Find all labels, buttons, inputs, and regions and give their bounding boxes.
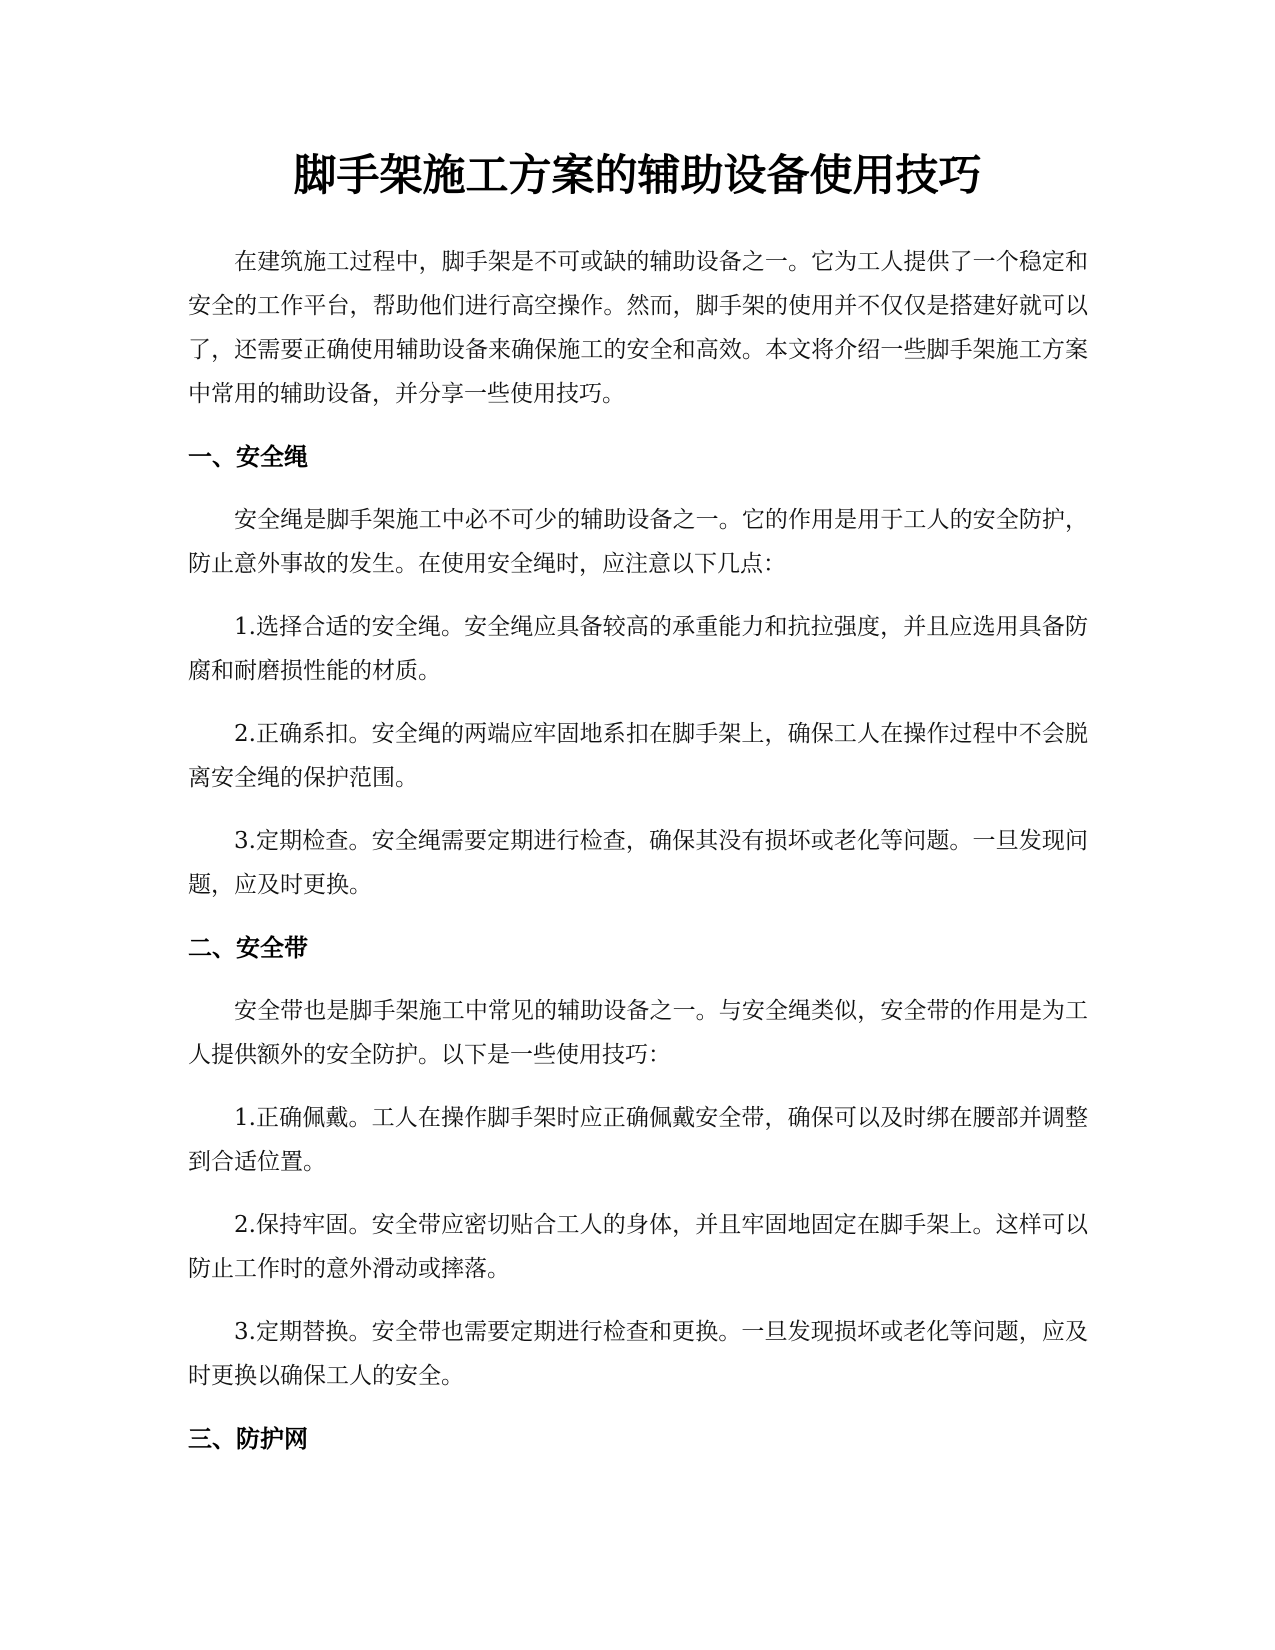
section-safety-rope [188, 435, 1088, 907]
list-item: 2.保持牢固。安全带应密切贴合工人的身体，并且牢固地固定在脚手架上。这样可以防止工作时的意外滑动或摔落。 [188, 1212, 1088, 1282]
section-safety-net [188, 1417, 1088, 1461]
section-intro: 安全绳是脚手架施工中必不可少的辅助设备之一。它的作用是用于工人的安全防护，防止意外事故的发生。在使用安全绳时，应注意以下几点： [188, 507, 1088, 577]
section-intro: 安全带也是脚手架施工中常见的辅助设备之一。与安全绳类似，安全带的作用是为工人提供额外的安全防护。以下是一些使用技巧： [188, 998, 1088, 1068]
list-item: 2.正确系扣。安全绳的两端应牢固地系扣在脚手架上，确保工人在操作过程中不会脱离安全绳的保护范围。 [188, 721, 1088, 791]
list-item: 1.选择合适的安全绳。安全绳应具备较高的承重能力和抗拉强度，并且应选用具备防腐和耐磨损性能的材质。 [188, 614, 1088, 684]
intro-paragraph: 在建筑施工过程中，脚手架是不可或缺的辅助设备之一。它为工人提供了一个稳定和安全的工作平台，帮助他们进行高空操作。然而，脚手架的使用并不仅仅是搭建好就可以了，还需要正确使用辅助设备来确保施工的安全和高效。本文将介绍一些脚手架施工方案中常用的辅助设备，并分享一些使用技巧。 [188, 249, 1088, 407]
section-safety-belt [188, 926, 1088, 1398]
section-heading: 二、安全带 [188, 934, 308, 962]
section-heading: 三、防护网 [188, 1425, 308, 1453]
document-title: 脚手架施工方案的辅助设备使用技巧 [293, 151, 982, 201]
list-item: 3.定期检查。安全绳需要定期进行检查，确保其没有损坏或老化等问题。一旦发现问题，应及时更换。 [188, 828, 1088, 898]
document-body [188, 240, 1088, 1480]
list-item: 1.正确佩戴。工人在操作脚手架时应正确佩戴安全带，确保可以及时绑在腰部并调整到合适位置。 [188, 1105, 1088, 1175]
list-item: 3.定期替换。安全带也需要定期进行检查和更换。一旦发现损坏或老化等问题，应及时更换以确保工人的安全。 [188, 1319, 1088, 1389]
section-heading: 一、安全绳 [188, 443, 308, 471]
